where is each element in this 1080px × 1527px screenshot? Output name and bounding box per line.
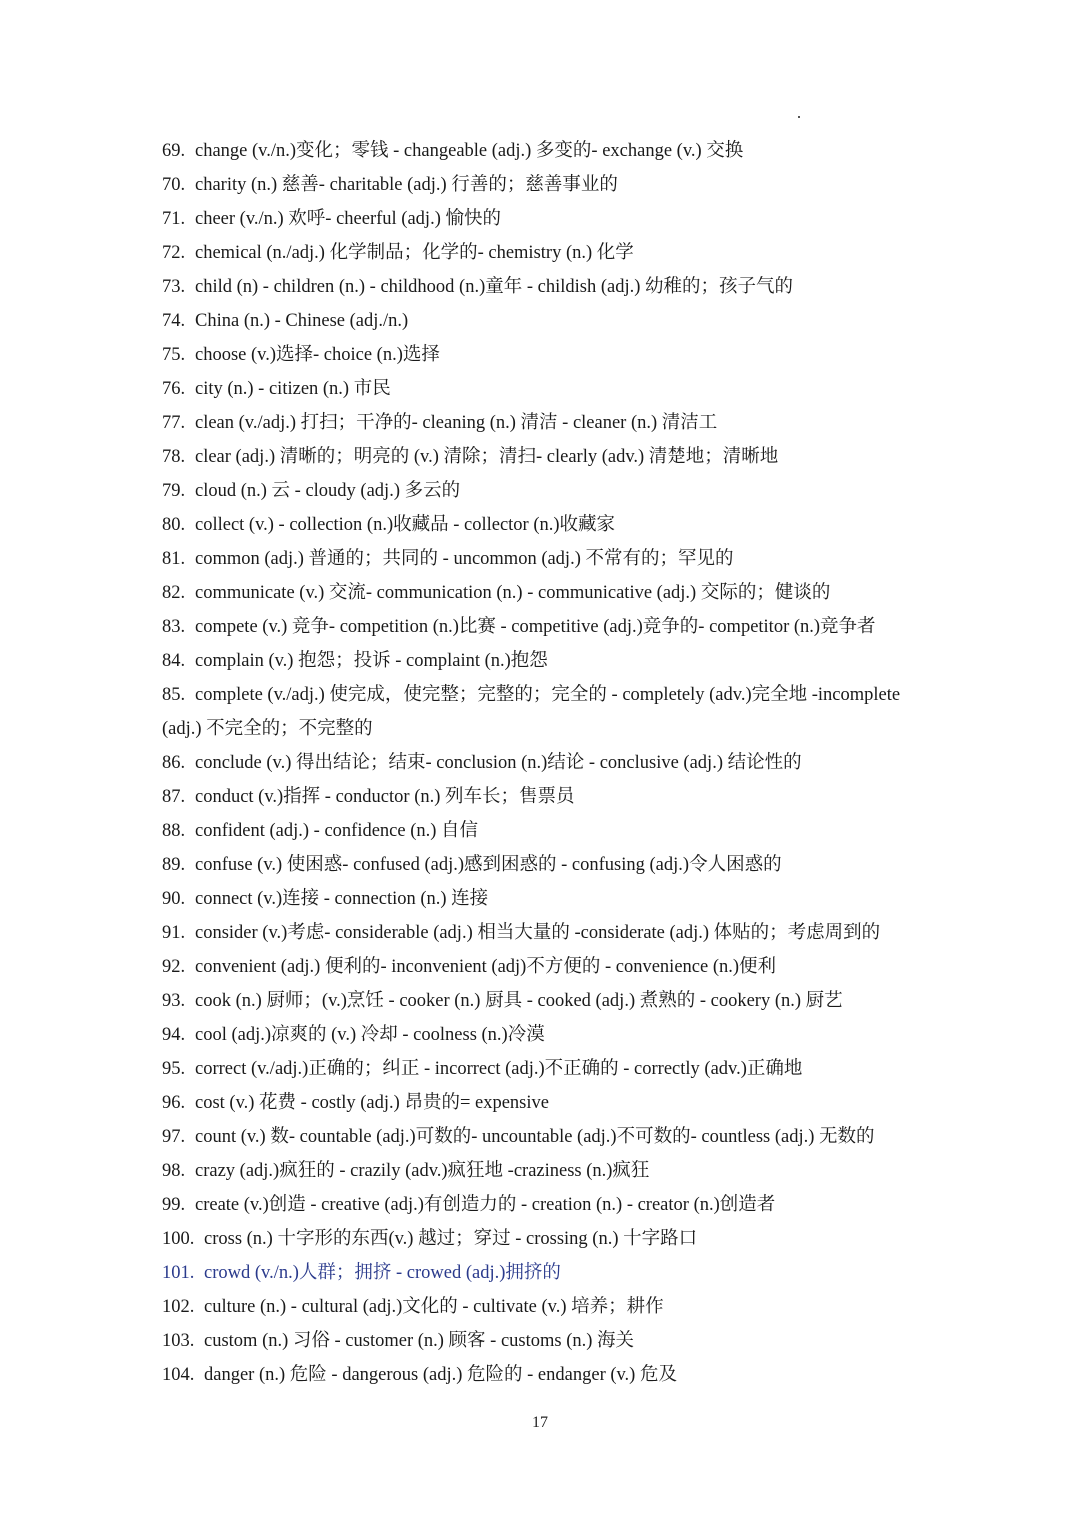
item-text: clear (adj.) 清晰的；明亮的 (v.) 清除；清扫- clearly (adv.) 清楚地；清晰地 xyxy=(195,447,779,467)
item-text: conduct (v.)指挥 - conductor (n.) 列车长；售票员 xyxy=(195,787,575,807)
list-item xyxy=(0,644,1080,678)
item-text-continued: (adj.) 不完全的；不完整的 xyxy=(162,719,373,739)
item-text: collect (v.) - collection (n.)收藏品 - collector (n.)收藏家 xyxy=(195,515,616,535)
item-number: 92. xyxy=(162,957,186,977)
item-number: 78. xyxy=(162,447,186,467)
item-number: 95. xyxy=(162,1059,186,1079)
list-item xyxy=(0,338,1080,372)
list-item xyxy=(0,270,1080,304)
item-text: cloud (n.) 云 - cloudy (adj.) 多云的 xyxy=(195,481,461,501)
item-text: compete (v.) 竞争- competition (n.)比赛 - competitive (adj.)竞争的- competitor (n.)竞争者 xyxy=(195,617,876,637)
item-number: 70. xyxy=(162,175,186,195)
list-item xyxy=(0,916,1080,950)
list-item xyxy=(0,678,1080,746)
item-number: 99. xyxy=(162,1195,186,1215)
item-number: 72. xyxy=(162,243,186,263)
list-item xyxy=(0,372,1080,406)
list-item xyxy=(0,1290,1080,1324)
item-text: city (n.) - citizen (n.) 市民 xyxy=(195,379,391,399)
item-text: confident (adj.) - confidence (n.) 自信 xyxy=(195,821,479,841)
item-text: cheer (v./n.) 欢呼- cheerful (adj.) 愉快的 xyxy=(195,209,501,229)
item-text: change (v./n.)变化；零钱 - changeable (adj.) 多变的- exchange (v.) 交换 xyxy=(195,141,744,161)
item-number: 90. xyxy=(162,889,186,909)
item-number: 89. xyxy=(162,855,186,875)
list-item xyxy=(0,746,1080,780)
item-text: danger (n.) 危险 - dangerous (adj.) 危险的 - endanger (v.) 危及 xyxy=(204,1365,677,1385)
item-text: crowd (v./n.)人群；拥挤 - crowed (adj.)拥挤的 xyxy=(204,1263,561,1283)
list-item xyxy=(0,202,1080,236)
item-text: cook (n.) 厨师；(v.)烹饪 - cooker (n.) 厨具 - cooked (adj.) 煮熟的 - cookery (n.) 厨艺 xyxy=(195,991,843,1011)
item-number: 75. xyxy=(162,345,186,365)
item-text: communicate (v.) 交流- communication (n.) - communicative (adj.) 交际的；健谈的 xyxy=(195,583,831,603)
item-text: confuse (v.) 使困惑- confused (adj.)感到困惑的 - confusing (adj.)令人困惑的 xyxy=(195,855,782,875)
item-number: 91. xyxy=(162,923,186,943)
item-number: 77. xyxy=(162,413,186,433)
list-item xyxy=(0,236,1080,270)
item-text: complete (v./adj.) 使完成，使完整；完整的；完全的 - completely (adv.)完全地 -incomplete xyxy=(195,685,901,705)
list-item xyxy=(0,304,1080,338)
item-number: 69. xyxy=(162,141,186,161)
item-text: count (v.) 数- countable (adj.)可数的- uncountable (adj.)不可数的- countless (adj.) 无数的 xyxy=(195,1127,875,1147)
item-number: 104. xyxy=(162,1365,195,1385)
list-item xyxy=(0,1120,1080,1154)
item-number: 81. xyxy=(162,549,186,569)
item-number: 88. xyxy=(162,821,186,841)
item-number: 83. xyxy=(162,617,186,637)
list-item xyxy=(0,1154,1080,1188)
item-text: chemical (n./adj.) 化学制品；化学的- chemistry (n.) 化学 xyxy=(195,243,634,263)
item-text: consider (v.)考虑- considerable (adj.) 相当大量的 -considerate (adj.) 体贴的；考虑周到的 xyxy=(195,923,881,943)
item-text: China (n.) - Chinese (adj./n.) xyxy=(195,311,409,331)
item-number: 79. xyxy=(162,481,186,501)
list-item xyxy=(0,1052,1080,1086)
item-number: 74. xyxy=(162,311,186,331)
list-item xyxy=(0,814,1080,848)
item-text: child (n) - children (n.) - childhood (n.)童年 - childish (adj.) 幼稚的；孩子气的 xyxy=(195,277,794,297)
item-number: 98. xyxy=(162,1161,186,1181)
list-item xyxy=(0,1018,1080,1052)
list-item xyxy=(0,1086,1080,1120)
list-item xyxy=(0,848,1080,882)
speck-mark xyxy=(798,116,800,118)
item-number: 100. xyxy=(162,1229,195,1249)
list-item xyxy=(0,542,1080,576)
list-item xyxy=(0,474,1080,508)
item-number: 82. xyxy=(162,583,186,603)
item-number: 97. xyxy=(162,1127,186,1147)
page-number: 17 xyxy=(532,1414,548,1431)
item-text: culture (n.) - cultural (adj.)文化的 - cultivate (v.) 培养；耕作 xyxy=(204,1297,664,1317)
item-text: charity (n.) 慈善- charitable (adj.) 行善的；慈善事业的 xyxy=(195,175,618,195)
list-item xyxy=(0,168,1080,202)
list-item xyxy=(0,1188,1080,1222)
list-item xyxy=(0,508,1080,542)
list-item xyxy=(0,440,1080,474)
item-number: 85. xyxy=(162,685,186,705)
item-text: crazy (adj.)疯狂的 - crazily (adv.)疯狂地 -craziness (n.)疯狂 xyxy=(195,1161,650,1181)
vocabulary-list xyxy=(0,134,1080,1392)
item-text: complain (v.) 抱怨；投诉 - complaint (n.)抱怨 xyxy=(195,651,548,671)
list-item xyxy=(0,984,1080,1018)
item-line-1 xyxy=(0,678,1080,712)
item-number: 103. xyxy=(162,1331,195,1351)
item-number: 102. xyxy=(162,1297,195,1317)
item-text: cool (adj.)凉爽的 (v.) 冷却 - coolness (n.)冷漠 xyxy=(195,1025,545,1045)
list-item xyxy=(0,950,1080,984)
item-number: 101. xyxy=(162,1263,195,1283)
item-number: 84. xyxy=(162,651,186,671)
item-number: 73. xyxy=(162,277,186,297)
list-item xyxy=(0,780,1080,814)
item-text: connect (v.)连接 - connection (n.) 连接 xyxy=(195,889,489,909)
item-number: 76. xyxy=(162,379,186,399)
item-number: 86. xyxy=(162,753,186,773)
item-number: 87. xyxy=(162,787,186,807)
item-text: create (v.)创造 - creative (adj.)有创造力的 - creation (n.) - creator (n.)创造者 xyxy=(195,1195,776,1215)
item-text: correct (v./adj.)正确的；纠正 - incorrect (adj.)不正确的 - correctly (adv.)正确地 xyxy=(195,1059,803,1079)
list-item xyxy=(0,610,1080,644)
list-item xyxy=(0,1222,1080,1256)
item-number: 96. xyxy=(162,1093,186,1113)
item-text: conclude (v.) 得出结论；结束- conclusion (n.)结论 - conclusive (adj.) 结论性的 xyxy=(195,753,802,773)
list-item xyxy=(0,882,1080,916)
item-text: clean (v./adj.) 打扫；干净的- cleaning (n.) 清洁 - cleaner (n.) 清洁工 xyxy=(195,413,718,433)
item-number: 94. xyxy=(162,1025,186,1045)
list-item-highlighted xyxy=(0,1256,1080,1290)
item-text: cross (n.) 十字形的东西(v.) 越过；穿过 - crossing (n.) 十字路口 xyxy=(204,1229,698,1249)
list-item xyxy=(0,576,1080,610)
list-item xyxy=(0,134,1080,168)
item-number: 80. xyxy=(162,515,186,535)
item-text: cost (v.) 花费 - costly (adj.) 昂贵的= expensive xyxy=(195,1093,549,1113)
item-text: choose (v.)选择- choice (n.)选择 xyxy=(195,345,440,365)
item-number: 71. xyxy=(162,209,186,229)
list-item xyxy=(0,1324,1080,1358)
item-number: 93. xyxy=(162,991,186,1011)
item-text: custom (n.) 习俗 - customer (n.) 顾客 - customs (n.) 海关 xyxy=(204,1331,635,1351)
list-item xyxy=(0,1358,1080,1392)
list-item xyxy=(0,406,1080,440)
item-text: convenient (adj.) 便利的- inconvenient (adj)不方便的 - convenience (n.)便利 xyxy=(195,957,777,977)
item-text: common (adj.) 普通的；共同的 - uncommon (adj.) 不常有的；罕见的 xyxy=(195,549,734,569)
